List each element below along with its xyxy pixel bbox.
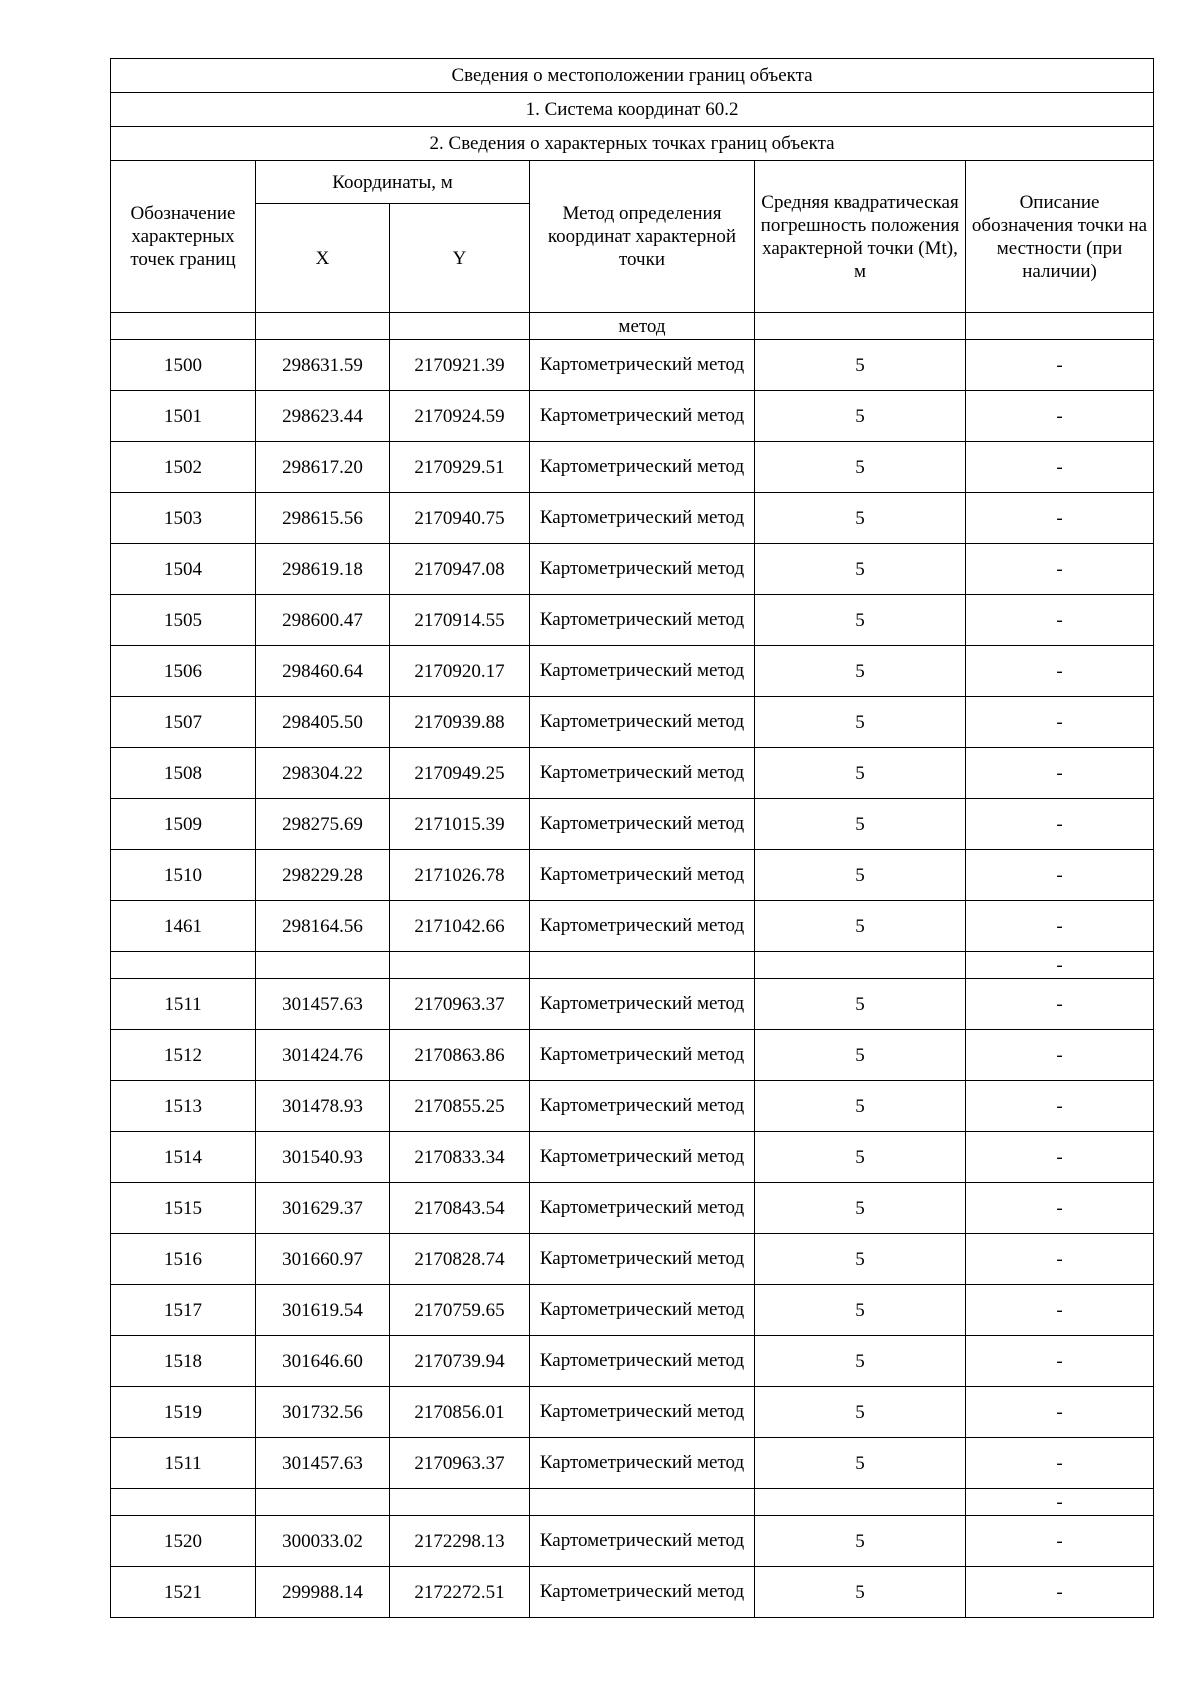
- point-cell: 1511: [111, 979, 256, 1030]
- y-cell: 2170759.65: [390, 1285, 530, 1336]
- point-cell: 1517: [111, 1285, 256, 1336]
- point-cell: 1502: [111, 442, 256, 493]
- method-cell: Картометрический метод: [530, 1285, 755, 1336]
- y-cell: 2170739.94: [390, 1336, 530, 1387]
- point-cell: 1514: [111, 1132, 256, 1183]
- table-row: [111, 799, 1154, 850]
- table-row: [111, 646, 1154, 697]
- method-cell: Картометрический метод: [530, 850, 755, 901]
- header-method: Метод определения координат характерной точки: [530, 161, 755, 313]
- error-cell: 5: [755, 1132, 966, 1183]
- error-cell: 5: [755, 799, 966, 850]
- description-cell: -: [966, 1030, 1154, 1081]
- x-cell: 298617.20: [256, 442, 390, 493]
- table-row: [111, 901, 1154, 952]
- method-cell: Картометрический метод: [530, 646, 755, 697]
- x-cell: 300033.02: [256, 1516, 390, 1567]
- table-row: [111, 595, 1154, 646]
- table-row: [111, 1285, 1154, 1336]
- error-cell: 5: [755, 901, 966, 952]
- description-cell: -: [966, 1489, 1154, 1516]
- description-cell: -: [966, 748, 1154, 799]
- section-row: [111, 127, 1154, 161]
- method-cell: Картометрический метод: [530, 748, 755, 799]
- continuation-row: [111, 313, 1154, 340]
- method-cell: Картометрический метод: [530, 340, 755, 391]
- table-row: [111, 1336, 1154, 1387]
- error-cell: 5: [755, 1285, 966, 1336]
- header-coords: Координаты, м: [256, 161, 530, 204]
- table-row: [111, 544, 1154, 595]
- error-cell: 5: [755, 1234, 966, 1285]
- method-cell: Картометрический метод: [530, 1387, 755, 1438]
- method-cell: Картометрический метод: [530, 1516, 755, 1567]
- error-cell: [755, 1489, 966, 1516]
- continuation-cell-empty: [111, 313, 256, 340]
- error-cell: 5: [755, 1387, 966, 1438]
- error-cell: 5: [755, 979, 966, 1030]
- point-cell: 1505: [111, 595, 256, 646]
- table-row: [111, 340, 1154, 391]
- description-cell: -: [966, 1081, 1154, 1132]
- method-cell: Картометрический метод: [530, 1438, 755, 1489]
- method-cell: Картометрический метод: [530, 1336, 755, 1387]
- description-cell: -: [966, 1234, 1154, 1285]
- description-cell: -: [966, 442, 1154, 493]
- point-cell: 1506: [111, 646, 256, 697]
- method-cell: Картометрический метод: [530, 391, 755, 442]
- table-body: [111, 59, 1154, 1618]
- y-cell: 2170843.54: [390, 1183, 530, 1234]
- y-cell: 2171042.66: [390, 901, 530, 952]
- description-cell: -: [966, 697, 1154, 748]
- method-cell: Картометрический метод: [530, 493, 755, 544]
- method-cell: Картометрический метод: [530, 1132, 755, 1183]
- header-point: Обозначение характерных точек границ: [111, 161, 256, 313]
- y-cell: 2170920.17: [390, 646, 530, 697]
- description-cell: -: [966, 1132, 1154, 1183]
- point-cell: 1507: [111, 697, 256, 748]
- y-cell: [390, 1489, 530, 1516]
- x-cell: 298304.22: [256, 748, 390, 799]
- description-cell: -: [966, 595, 1154, 646]
- point-cell: 1501: [111, 391, 256, 442]
- x-cell: 301478.93: [256, 1081, 390, 1132]
- y-cell: 2170929.51: [390, 442, 530, 493]
- x-cell: 298631.59: [256, 340, 390, 391]
- table-row: [111, 979, 1154, 1030]
- table-row: [111, 493, 1154, 544]
- y-cell: [390, 952, 530, 979]
- y-cell: 2172298.13: [390, 1516, 530, 1567]
- method-cell: [530, 1489, 755, 1516]
- description-cell: -: [966, 799, 1154, 850]
- error-cell: 5: [755, 1081, 966, 1132]
- method-cell: Картометрический метод: [530, 1030, 755, 1081]
- y-cell: 2170963.37: [390, 979, 530, 1030]
- y-cell: 2170963.37: [390, 1438, 530, 1489]
- method-cell: Картометрический метод: [530, 1234, 755, 1285]
- error-cell: 5: [755, 748, 966, 799]
- y-cell: 2171026.78: [390, 850, 530, 901]
- x-cell: [256, 952, 390, 979]
- description-cell: -: [966, 1183, 1154, 1234]
- point-cell: [111, 1489, 256, 1516]
- x-cell: 301629.37: [256, 1183, 390, 1234]
- y-cell: 2170924.59: [390, 391, 530, 442]
- point-cell: 1461: [111, 901, 256, 952]
- description-cell: -: [966, 1516, 1154, 1567]
- method-cell: Картометрический метод: [530, 901, 755, 952]
- error-cell: 5: [755, 493, 966, 544]
- description-cell: -: [966, 1567, 1154, 1618]
- description-cell: -: [966, 544, 1154, 595]
- error-cell: 5: [755, 1336, 966, 1387]
- header-y: Y: [390, 204, 530, 313]
- table-title: Сведения о местоположении границ объекта: [111, 59, 1154, 93]
- header-error: Средняя квадратическая погрешность положения характерной точки (Mt), м: [755, 161, 966, 313]
- point-cell: 1520: [111, 1516, 256, 1567]
- error-cell: 5: [755, 340, 966, 391]
- y-cell: 2170939.88: [390, 697, 530, 748]
- coord-system-row: [111, 93, 1154, 127]
- method-cell: Картометрический метод: [530, 1183, 755, 1234]
- x-cell: 298405.50: [256, 697, 390, 748]
- header-description: Описание обозначения точки на местности (при наличии): [966, 161, 1154, 313]
- x-cell: 298619.18: [256, 544, 390, 595]
- x-cell: 298164.56: [256, 901, 390, 952]
- point-cell: 1521: [111, 1567, 256, 1618]
- table-row: [111, 697, 1154, 748]
- y-cell: 2170940.75: [390, 493, 530, 544]
- point-cell: 1510: [111, 850, 256, 901]
- continuation-cell-empty: [256, 313, 390, 340]
- error-cell: 5: [755, 697, 966, 748]
- y-cell: 2170856.01: [390, 1387, 530, 1438]
- error-cell: 5: [755, 1030, 966, 1081]
- section-title: 2. Сведения о характерных точках границ объекта: [111, 127, 1154, 161]
- point-cell: 1504: [111, 544, 256, 595]
- x-cell: 298275.69: [256, 799, 390, 850]
- continuation-method: метод: [530, 313, 755, 340]
- y-cell: 2170949.25: [390, 748, 530, 799]
- y-cell: 2170947.08: [390, 544, 530, 595]
- description-cell: -: [966, 850, 1154, 901]
- table-row: [111, 1132, 1154, 1183]
- x-cell: 298623.44: [256, 391, 390, 442]
- boundary-points-table: [110, 58, 1154, 1618]
- x-cell: 301619.54: [256, 1285, 390, 1336]
- point-cell: 1515: [111, 1183, 256, 1234]
- point-cell: 1512: [111, 1030, 256, 1081]
- description-cell: -: [966, 340, 1154, 391]
- continuation-cell-empty: [390, 313, 530, 340]
- description-cell: -: [966, 1387, 1154, 1438]
- table-row: [111, 442, 1154, 493]
- x-cell: [256, 1489, 390, 1516]
- y-cell: 2170914.55: [390, 595, 530, 646]
- y-cell: 2170828.74: [390, 1234, 530, 1285]
- error-cell: 5: [755, 544, 966, 595]
- y-cell: 2170855.25: [390, 1081, 530, 1132]
- point-cell: 1518: [111, 1336, 256, 1387]
- continuation-cell-empty: [966, 313, 1154, 340]
- error-cell: 5: [755, 391, 966, 442]
- method-cell: [530, 952, 755, 979]
- coord-system-title: 1. Система координат 60.2: [111, 93, 1154, 127]
- table-row: [111, 1081, 1154, 1132]
- error-cell: 5: [755, 1183, 966, 1234]
- description-cell: -: [966, 493, 1154, 544]
- table-row: [111, 1234, 1154, 1285]
- error-cell: 5: [755, 1438, 966, 1489]
- header-row-top: [111, 161, 1154, 204]
- table-row: [111, 1438, 1154, 1489]
- y-cell: 2171015.39: [390, 799, 530, 850]
- x-cell: 298600.47: [256, 595, 390, 646]
- error-cell: 5: [755, 595, 966, 646]
- method-cell: Картометрический метод: [530, 799, 755, 850]
- description-cell: -: [966, 646, 1154, 697]
- y-cell: 2170863.86: [390, 1030, 530, 1081]
- point-cell: 1516: [111, 1234, 256, 1285]
- description-cell: -: [966, 979, 1154, 1030]
- description-cell: -: [966, 1438, 1154, 1489]
- method-cell: Картометрический метод: [530, 595, 755, 646]
- x-cell: 301424.76: [256, 1030, 390, 1081]
- error-cell: 5: [755, 442, 966, 493]
- error-cell: 5: [755, 850, 966, 901]
- point-cell: 1513: [111, 1081, 256, 1132]
- method-cell: Картометрический метод: [530, 1081, 755, 1132]
- description-cell: -: [966, 901, 1154, 952]
- table-row: [111, 1567, 1154, 1618]
- x-cell: 301457.63: [256, 979, 390, 1030]
- continuation-cell-empty: [755, 313, 966, 340]
- description-cell: -: [966, 1336, 1154, 1387]
- point-cell: 1519: [111, 1387, 256, 1438]
- x-cell: 301457.63: [256, 1438, 390, 1489]
- table-row: [111, 391, 1154, 442]
- table-row: [111, 1183, 1154, 1234]
- x-cell: 301646.60: [256, 1336, 390, 1387]
- error-cell: 5: [755, 1516, 966, 1567]
- y-cell: 2170921.39: [390, 340, 530, 391]
- title-row: [111, 59, 1154, 93]
- x-cell: 298460.64: [256, 646, 390, 697]
- y-cell: 2172272.51: [390, 1567, 530, 1618]
- description-cell: -: [966, 391, 1154, 442]
- x-cell: 298615.56: [256, 493, 390, 544]
- method-cell: Картометрический метод: [530, 697, 755, 748]
- method-cell: Картометрический метод: [530, 979, 755, 1030]
- point-cell: 1509: [111, 799, 256, 850]
- table-row: [111, 748, 1154, 799]
- separator-row: [111, 1489, 1154, 1516]
- y-cell: 2170833.34: [390, 1132, 530, 1183]
- x-cell: 301540.93: [256, 1132, 390, 1183]
- header-x: X: [256, 204, 390, 313]
- x-cell: 301660.97: [256, 1234, 390, 1285]
- table-row: [111, 1387, 1154, 1438]
- table-row: [111, 1516, 1154, 1567]
- method-cell: Картометрический метод: [530, 1567, 755, 1618]
- x-cell: 301732.56: [256, 1387, 390, 1438]
- point-cell: 1500: [111, 340, 256, 391]
- description-cell: -: [966, 952, 1154, 979]
- error-cell: 5: [755, 1567, 966, 1618]
- point-cell: 1511: [111, 1438, 256, 1489]
- table-row: [111, 1030, 1154, 1081]
- separator-row: [111, 952, 1154, 979]
- x-cell: 299988.14: [256, 1567, 390, 1618]
- method-cell: Картометрический метод: [530, 544, 755, 595]
- point-cell: 1503: [111, 493, 256, 544]
- error-cell: [755, 952, 966, 979]
- table-row: [111, 850, 1154, 901]
- error-cell: 5: [755, 646, 966, 697]
- x-cell: 298229.28: [256, 850, 390, 901]
- point-cell: 1508: [111, 748, 256, 799]
- method-cell: Картометрический метод: [530, 442, 755, 493]
- description-cell: -: [966, 1285, 1154, 1336]
- point-cell: [111, 952, 256, 979]
